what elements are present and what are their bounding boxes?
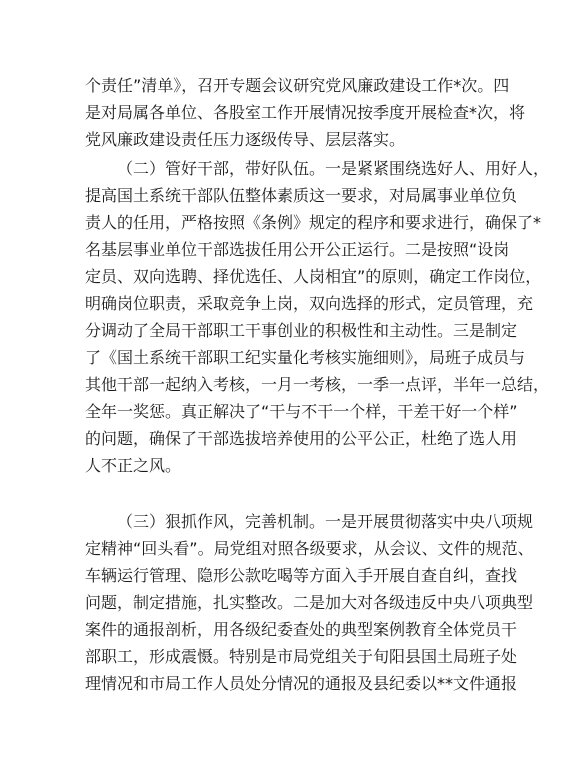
text-line: 其他干部一起纳入考核，一月一考核，一季一点评，半年一总结，	[85, 375, 550, 394]
text-line: 责人的任用，严格按照《条例》规定的程序和要求进行，确保了*	[85, 213, 542, 232]
text-line: 理情况和市局工作人员处分情况的通报及县纪委以**文件通报	[85, 674, 518, 693]
text-line: 分调动了全局干部职工干事创业的积极性和主动性。三是制定	[85, 321, 518, 340]
text-line: 车辆运行管理、隐形公款吃喝等方面入手开展自查自纠，查找	[85, 566, 518, 585]
text-line: 提高国土系统干部队伍整体素质这一要求，对局属事业单位负	[85, 186, 518, 205]
text-line: 部职工，形成震慑。特别是市局党组关于旬阳县国土局班子处	[85, 647, 518, 666]
text-line: 个责任”清单》，召开专题会议研究党风廉政建设工作*次。四	[85, 76, 510, 95]
paragraph-heading-line: （三）狠抓作风，完善机制。一是开展贯彻落实中央八项规	[117, 512, 534, 531]
text-line: 案件的通报剖析，用各级纪委查处的典型案例教育全体党员干	[85, 620, 518, 639]
text-line: 了《国土系统干部职工纪实量化考核实施细则》，局班子成员与	[85, 348, 526, 367]
paragraph-1	[85, 72, 526, 153]
text-line: 人不正之风。	[85, 456, 182, 475]
text-line: 问题，制定措施，扎实整改。二是加大对各级违反中央八项典型	[85, 593, 534, 612]
text-line: 的问题，确保了干部选拔培养使用的公平公正，杜绝了选人用	[85, 429, 518, 448]
text-line: 定员、双向选聘、择优选任、人岗相宜”的原则，确定工作岗位，	[85, 267, 542, 286]
text-line: 是对局属各单位、各股室工作开展情况按季度开展检查*次，将	[85, 103, 526, 122]
text-line	[85, 479, 505, 506]
paragraph-3	[85, 508, 534, 697]
document-page	[85, 72, 550, 697]
text-line: 名基层事业单位干部选拔任用公开公正运行。二是按照“设岗	[85, 240, 510, 259]
paragraph-2	[85, 155, 550, 506]
paragraph-heading-line: （二）管好干部，带好队伍。一是紧紧围绕选好人、用好人，	[117, 159, 550, 178]
text-line: 明确岗位职责，采取竞争上岗，双向选择的形式，定员管理，充	[85, 294, 534, 313]
text-line: 党风廉政建设责任压力逐级传导、层层落实。	[85, 130, 406, 149]
text-line: 全年一奖惩。真正解决了“干与不干一个样，干差干好一个样”	[85, 402, 518, 421]
text-line: 定精神“回头看”。局党组对照各级要求，从会议、文件的规范、	[85, 539, 534, 558]
